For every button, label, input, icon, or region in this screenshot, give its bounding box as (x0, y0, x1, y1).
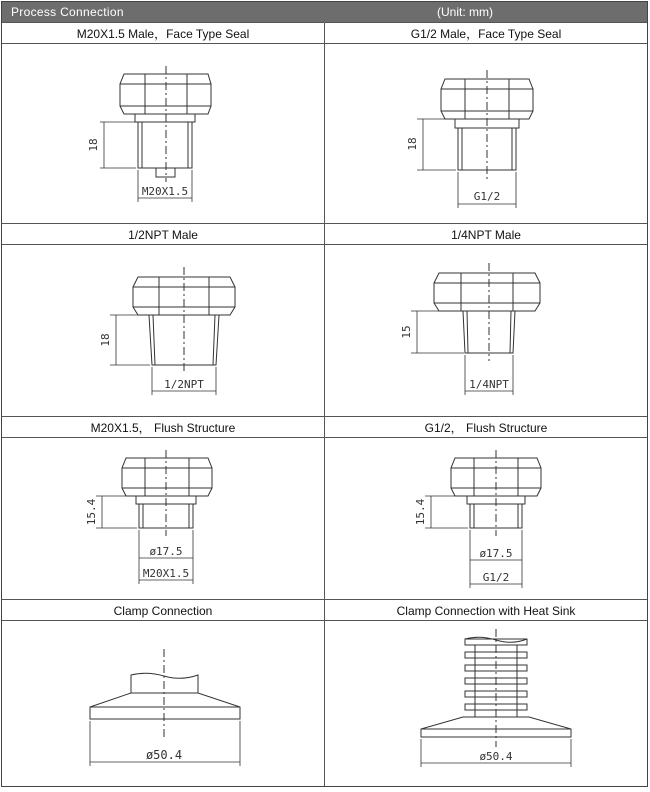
dim-thread: G1/2 (482, 571, 510, 584)
caption-clamp: Clamp Connection (2, 599, 324, 621)
caption-12npt: 1/2NPT Male (2, 223, 324, 245)
caption-m20-face-seal: M20X1.5 Male，Face Type Seal (2, 22, 324, 44)
drawing-m20-face-seal (2, 44, 324, 222)
dim-diameter: ø17.5 (149, 545, 183, 558)
dim-height: 18 (99, 333, 112, 347)
header-title: Process Connection (11, 5, 124, 19)
drawing-m20-flush (2, 438, 324, 600)
caption-g12-flush: G1/2， Flush Structure (325, 416, 647, 438)
dim-height: 15 (400, 325, 413, 339)
process-connection-sheet (1, 1, 648, 787)
dim-height: 15.4 (414, 498, 427, 526)
dim-diameter: ø50.4 (145, 748, 183, 762)
dim-height: 18 (87, 138, 100, 152)
drawing-g12-flush (325, 438, 647, 600)
dim-thread: M20X1.5 (142, 567, 190, 580)
dim-diameter: ø17.5 (479, 547, 513, 560)
caption-clamp-heat-sink: Clamp Connection with Heat Sink (325, 599, 647, 621)
table-header (2, 2, 647, 23)
drawing-14npt (325, 245, 647, 415)
caption-g12-face-seal: G1/2 Male，Face Type Seal (325, 22, 647, 44)
dim-height: 18 (406, 137, 419, 151)
drawing-g12-face-seal (325, 44, 647, 222)
dim-thread: M20X1.5 (141, 185, 189, 198)
dim-thread: G1/2 (473, 190, 501, 203)
drawing-clamp-heat-sink (325, 621, 647, 787)
caption-m20-flush: M20X1.5， Flush Structure (2, 416, 324, 438)
dim-thread: 1/2NPT (164, 378, 204, 391)
dim-thread: 1/4NPT (469, 378, 509, 391)
header-unit: (Unit: mm) (437, 5, 493, 19)
drawing-12npt (2, 245, 324, 415)
caption-14npt: 1/4NPT Male (325, 223, 647, 245)
drawing-clamp (2, 621, 324, 787)
dim-height: 15.4 (85, 498, 98, 526)
dim-diameter: ø50.4 (479, 750, 513, 763)
